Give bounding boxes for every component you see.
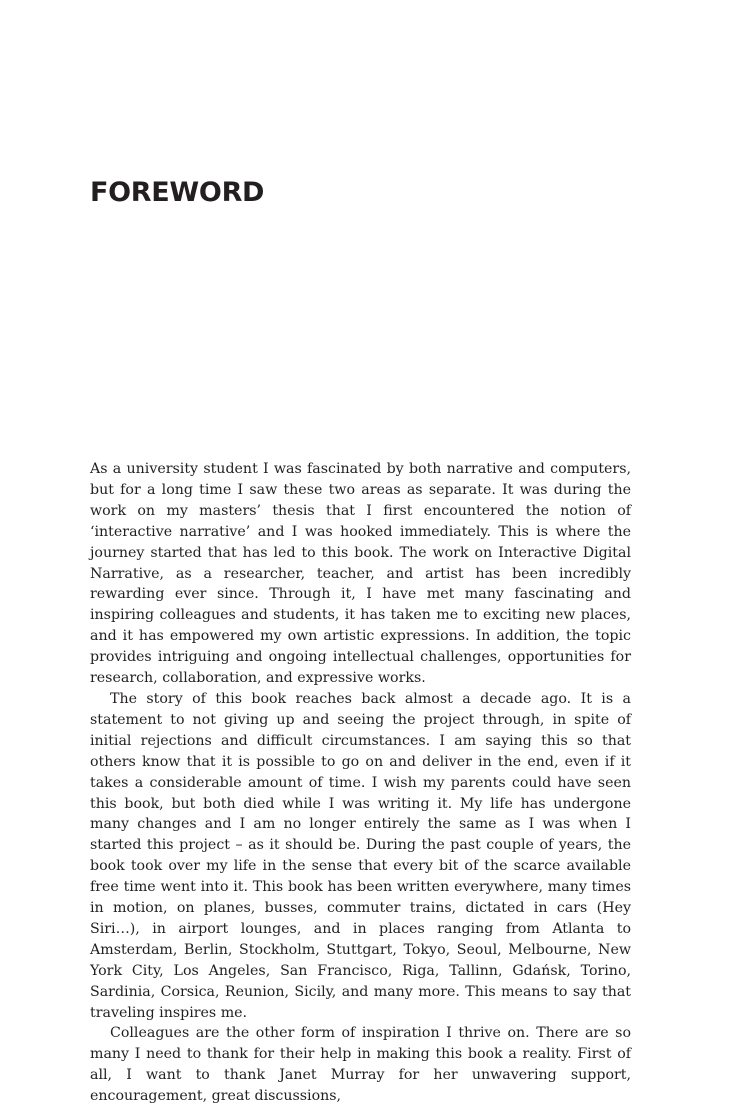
paragraph-2: The story of this book reaches back almost a decade ago. It is a statement to not giving up and seeing the project through, in spite of initial rejections and difficult circumstances. I am saying this so that others know that it is possible to go on and deliver in the end, even if it takes a considerable amount of time. I wish my parents could have seen this book, but both died while I was writing it. My life has undergone many changes and I am no longer entirely the same as I was when I started this project – as it should be. During the past couple of years, the book took over my life in the sense that every bit of the scarce available free time went into it. This book has been written everywhere, many times in motion, on planes, busses, commuter trains, dictated in cars (Hey Siri…), in airport lounges, and in places ranging from Atlanta to Amsterdam, Berlin, Stockholm, Stuttgart, Tokyo, Seoul, Melbourne, New York City, Los Angeles, San Francisco, Riga, Tallinn, Gdańsk, Torino, Sardinia, Corsica, Reunion, Sicily, and many more. This means to say that traveling inspires me. (90, 690, 631, 1021)
paragraph-3: Colleagues are the other form of inspiration I thrive on. There are so many I need to thank for their help in making this book a reality. First of all, I want to thank Janet Murray for her unwavering support, encouragement, great discussions, (90, 1025, 631, 1105)
foreword-body (90, 459, 631, 1107)
chapter-title: FOREWORD (90, 177, 265, 208)
paragraph-1: As a university student I was fascinated by both narrative and computers, but for a long time I saw these two areas as separate. It was during the work on my masters’ thesis that I first encountered the notion of ‘interactive narrative’ and I was hooked immediately. This is where the journey started that has led to this book. The work on Interactive Digital Narrative, as a researcher, teacher, and artist has been incredibly rewarding ever since. Through it, I have met many fascinating and inspiring colleagues and students, it has taken me to exciting new places, and it has empowered my own artistic expressions. In addition, the topic provides intriguing and ongoing intellectual challenges, opportunities for research, collaboration, and expressive works. (90, 461, 631, 687)
